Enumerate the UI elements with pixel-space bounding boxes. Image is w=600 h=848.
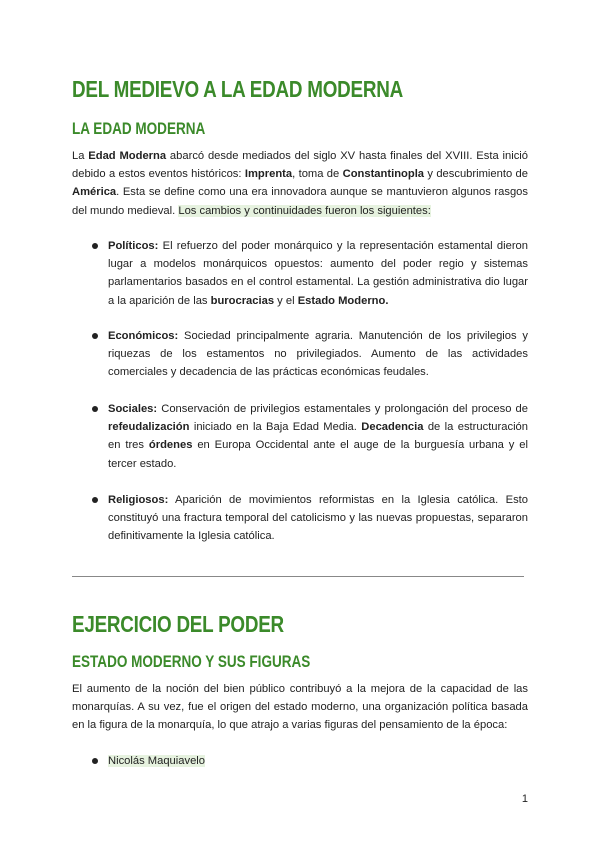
bullet-list xyxy=(92,491,528,546)
bullet-list xyxy=(92,237,528,310)
list-item-economicos: Económicos: Sociedad principalmente agraria. Manutención de los privilegios y riquezas de los estamentos no privilegiados. Aumento de las actividades comerciales y decadencia de las prácticas económicas feudales. xyxy=(92,327,528,382)
highlighted-text: Los cambios y continuidades fueron los siguientes: xyxy=(178,204,431,217)
list-item-sociales: Sociales: Conservación de privilegios estamentales y prolongación del proceso de refeudalización iniciado en la Baja Edad Media. Decadencia de la estructuración en tres órdenes en Europa Occidental ante el auge de la burguesía urbana y el tercer estado. xyxy=(92,400,528,473)
list-item-religiosos: Religiosos: Aparición de movimientos reformistas en la Iglesia católica. Esto constituyó una fractura temporal del catolicismo y las nuevas propuestas, separaron definitivamente la Iglesia católica. xyxy=(92,491,528,546)
section-title: DEL MEDIEVO A LA EDAD MODERNA xyxy=(72,76,403,102)
bullet-list xyxy=(92,327,528,382)
list-item-politicos: Políticos: El refuerzo del poder monárquico y la representación estamental dieron lugar a modelos monárquicos opuestos: aumento del poder regio y sistemas parlamentarios basados en el control estamental. La gestión administrativa dio lugar a la aparición de las burocracias y el Estado Moderno. xyxy=(92,237,528,310)
section-subtitle: LA EDAD MODERNA xyxy=(72,120,206,138)
bullet-icon xyxy=(92,758,98,764)
bullet-list xyxy=(92,400,528,473)
bullet-icon xyxy=(92,243,98,249)
page-number: 1 xyxy=(521,793,528,805)
bullet-icon xyxy=(92,333,98,339)
list-item-maquiavelo: Nicolás Maquiavelo xyxy=(92,752,528,770)
section-subtitle: ESTADO MODERNO Y SUS FIGURAS xyxy=(72,653,311,671)
section-title: EJERCICIO DEL PODER xyxy=(72,611,284,637)
intro-paragraph: El aumento de la noción del bien público contribuyó a la mejora de la capacidad de las monarquías. A su vez, fue el origen del estado moderno, una organización política basada en la figura de la monarquía, lo que atrajo a varias figuras del pensamiento de la época: xyxy=(72,683,528,732)
bullet-list xyxy=(92,752,528,770)
bullet-icon xyxy=(92,406,98,412)
intro-paragraph: La Edad Moderna abarcó desde mediados del siglo XV hasta finales del XVIII. Esta inició debido a estos eventos históricos: Imprenta, toma de Constantinopla y descubrimiento de América. Esta se define como una era innovadora aunque se mantuvieron algunos rasgos del mundo medieval. Los cambios y continuidades fueron los siguientes: xyxy=(72,150,529,217)
bullet-icon xyxy=(92,497,98,503)
horizontal-divider xyxy=(72,576,524,577)
